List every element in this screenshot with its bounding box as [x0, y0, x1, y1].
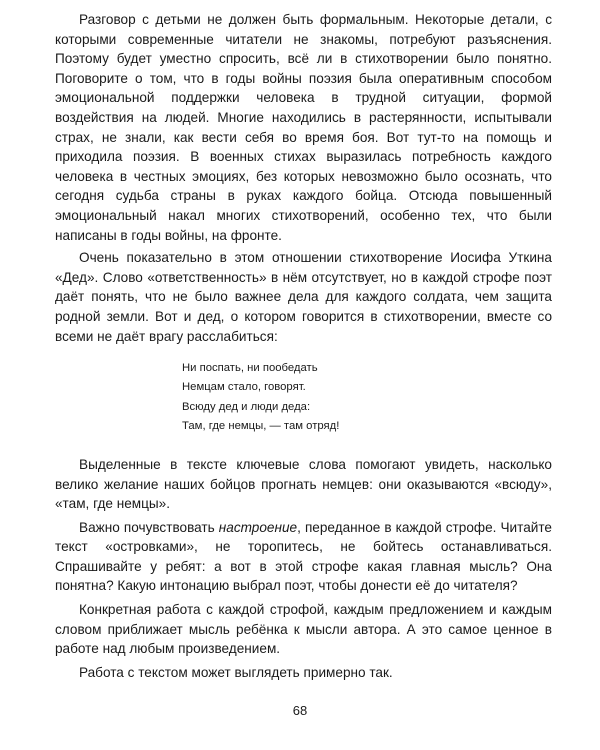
paragraph-4-end: , переданное в каждой строфе. Читайте текст «островками», не торопитесь, не бойтесь останавливаться. Спрашивайте у ребят: а вот в этой строфе какая главная мысль? Она понятна? Какую интонацию выбрал поэт, чтобы донести её до читателя? — [55, 519, 552, 594]
paragraph-4-start: Важно почувствовать — [79, 519, 219, 535]
paragraph-6: Работа с текстом может выглядеть примерно так. — [79, 664, 393, 680]
poem-line-1: Ни поспать, ни пообедать — [182, 362, 318, 375]
paragraph-4 — [55, 518, 552, 596]
emphasized-word: настроение — [218, 519, 298, 535]
paragraph-2: Очень показательно в этом отношении стихотворение Иосифа Уткина «Дед». Слово «ответственность» в нём отсутствует, но в каждой строфе поэт даёт понять, что не было важнее дела для каждого солдата, чем защита родной земли. Вот и дед, о котором говорится в стихотворении, вместе со всеми не даёт врагу расслабиться: — [55, 250, 552, 344]
paragraph-5: Конкретная работа с каждой строфой, каждым предложением и каждым словом приближает мысль ребёнка к мысли автора. А это самое ценное в работе над любым произведением. — [55, 602, 552, 657]
paragraph-1: Разговор с детьми не должен быть формальным. Некоторые детали, с которыми современные читатели не знакомы, потребуют разъяснения. Поэтому будет уместно спросить, всё ли в стихотворении было понятно. Поговорите о том, что в годы войны поэзия была оперативным способом эмоциональной поддержки человека в трудной ситуации, формой воздействия на людей. Многие находились в растерянности, испытывали страх, не знали, как вести себя во время боя. Вот тут-то на помощь и приходила поэзия. В военных стихах выразилась потребность каждого человека в честных эмоциях, без которых невозможно было осознать, что сегодня судьба страны в руках каждого бойца. Отсюда повышенный эмоциональный накал многих стихотворений, особенно тех, что были написаны в годы войны, на фронте. — [55, 12, 552, 243]
paragraph-3: Выделенные в тексте ключевые слова помогают увидеть, насколько велико желание наших бойцов прогнать немцев: они оказываются «всюду», «там, где немцы». — [55, 456, 552, 512]
page-number: 68 — [292, 703, 308, 718]
poem-line-4: Там, где немцы, — там отряд! — [182, 419, 340, 432]
poem-line-2: Немцам стало, говорят. — [182, 381, 306, 394]
poem-line-3: Всюду дед и люди деда: — [182, 400, 311, 413]
poem-quote — [182, 359, 552, 436]
